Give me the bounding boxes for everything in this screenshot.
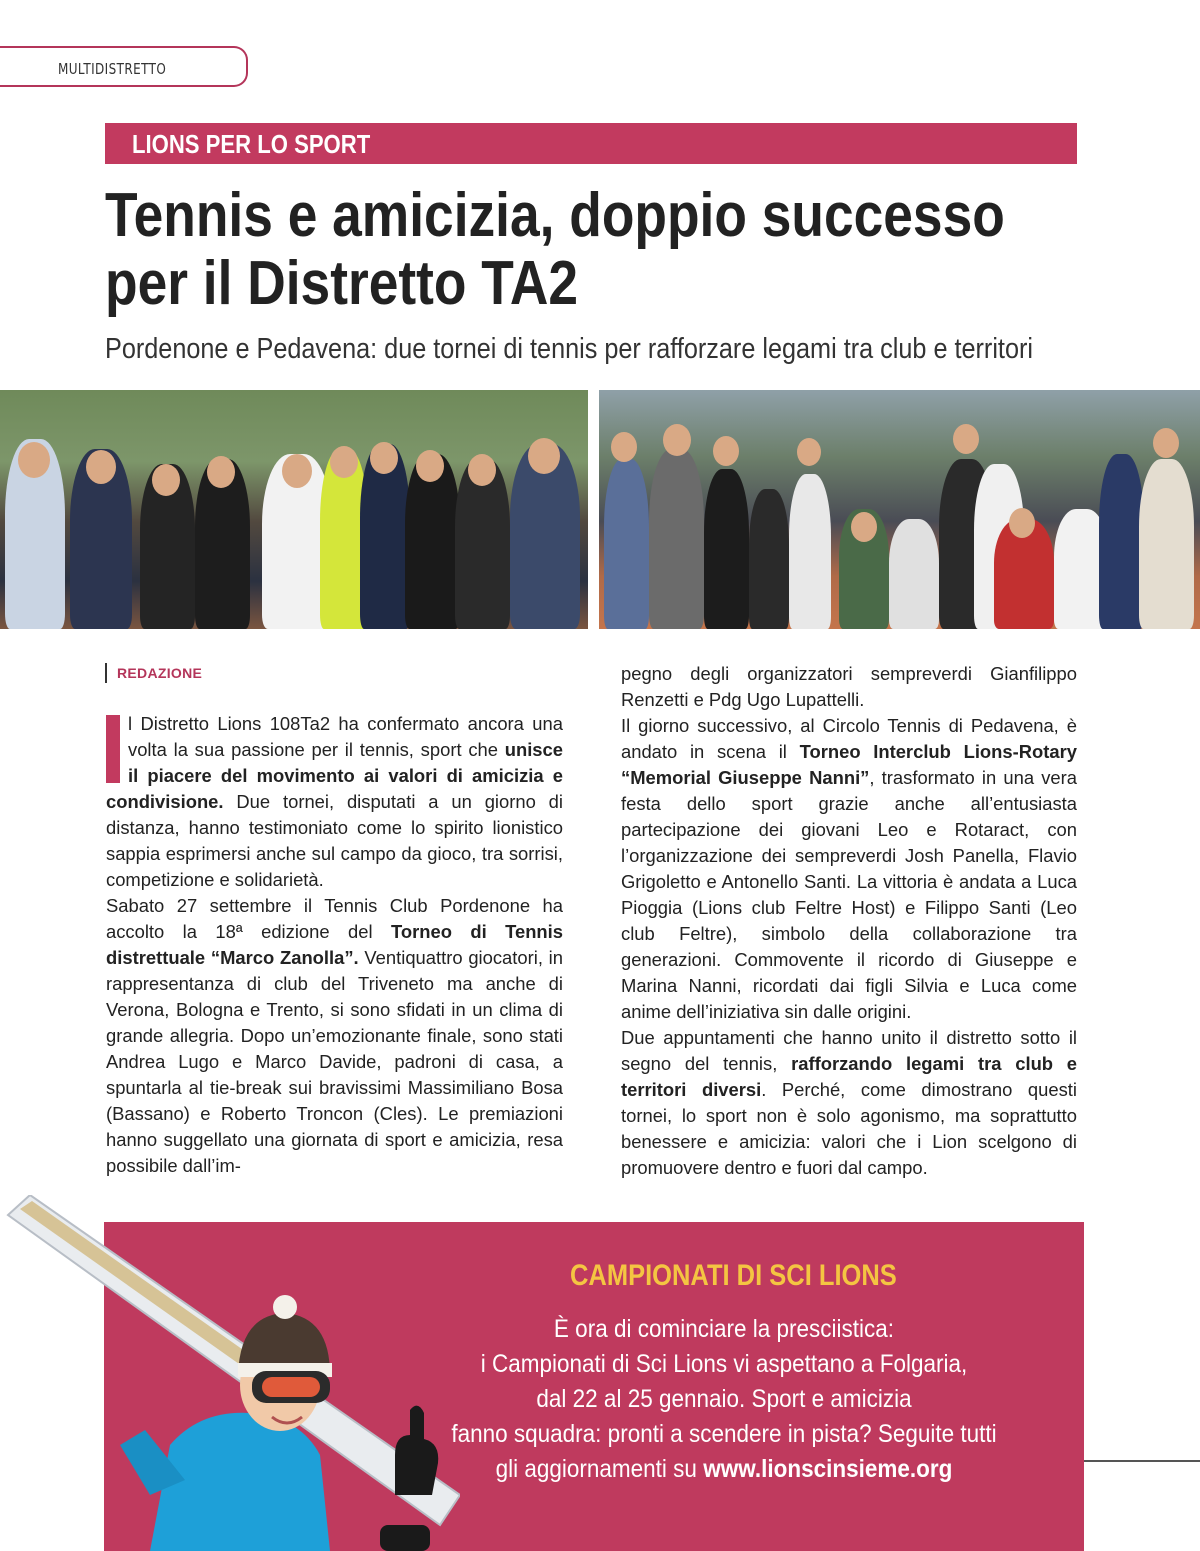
title-bold: Tennis e amicizia, [105,181,555,250]
banner-line-5 [436,1452,1012,1487]
skier-illustration [0,1195,460,1551]
col2-p3c: . Perché, come dimostrano questi tornei, lo sport non è solo agonismo, ma soprattutto benessere e amicizia: valori che i Lion scelgono di promuovere dentro e fuori dal campo. [621,1079,1077,1178]
banner-text [404,1312,1044,1487]
col2-p2b: Torneo Interclub Lions-Rotary “Memorial Giuseppe Nanni” [621,741,1078,788]
banner-title: CAMPIONATI DI SCI LIONS [570,1259,897,1292]
drop-cap [106,715,120,783]
banner-line-4: fanno squadra: pronti a scendere in pista? Seguite tutti [451,1420,997,1448]
byline-label: REDAZIONE [117,665,203,681]
col1-p2a: Sabato 27 settembre il Tennis Club Pordenone ha accolto la 18ª edizione del [106,895,563,942]
col1-p2b: Torneo di Tennis distrettuale “Marco Zanolla”. [106,921,563,968]
col2-p2a: Il giorno successivo, al Circolo Tennis di Pedavena, è andato in scena il [621,715,1077,762]
col2-p1: pegno degli organizzatori sempreverdi Gianfilippo Renzetti e Pdg Ugo Lupattelli. [621,663,1077,710]
banner-line-2: i Campionati di Sci Lions vi aspettano a Folgaria, [480,1350,968,1378]
col2-p2c: , trasformato in una vera festa dello sport grazie anche all’entusiasta partecipazione dei giovani Leo e Rotaract, con l’organizzazione dei sempreverdi Josh Panella, Flavio Grigoletto e Antonello Santi. La vittoria è andata a Luca Pioggia (Lions club Feltre Host) e Filippo Santi (Leo club Feltre), simbolo della collaborazione tra generazioni. Commovente il ricordo di Giuseppe e Marina Nanni, ricordati dai figli Silvia e Luca come anime dell’iniziativa sin dalle origini. [621,767,1078,1022]
section-tab [0,46,248,87]
banner-line-5a: gli aggiornamenti su [495,1455,704,1483]
category-bar [105,123,1077,164]
photo-pedavena-group [599,390,1200,629]
article-title [105,181,1005,318]
col1-p1b: unisce il piacere del movimento ai valori di amicizia e condivisione. [106,739,563,812]
article-column-left [106,711,563,1179]
col1-p1a: l Distretto Lions 108Ta2 ha confermato ancora una volta la sua passione per il tennis, sport che [128,713,563,760]
category-label: LIONS PER LO SPORT [132,129,371,159]
col2-p3a: Due appuntamenti che hanno unito il distretto sotto il segno del tennis, [621,1027,1077,1074]
article-column-right [621,661,1077,1181]
col1-p1c: Due tornei, disputati a un giorno di distanza, hanno testimoniato come lo spirito lionistico sappia esprimersi anche sul campo da gioco, tra sorrisi, competizione e solidarietà. [106,791,563,890]
col1-p2c: Ventiquattro giocatori, in rappresentanza di club del Triveneto ma anche di Verona, Bologna e Trento, si sono sfidati in un clima di grande allegria. Dopo un’emozionante finale, sono stati Andrea Lugo e Marco Davide, padroni di casa, a spuntarla al tie-break sui bravissimi Massimiliano Bosa (Bassano) e Roberto Troncon (Cles). Le premiazioni hanno suggellato una giornata di sport e amicizia, resa possibile dall’im- [106,947,563,1176]
col2-p3b: rafforzando legami tra club e territori diversi [621,1053,1078,1100]
photo-pordenone-group [0,390,588,629]
page-edge-rule [1084,1460,1200,1462]
banner-line-1: È ora di cominciare la presciistica: [553,1315,895,1343]
article-subtitle: Pordenone e Pedavena: due tornei di tennis per rafforzare legami tra club e territori [105,333,1033,365]
section-tab-label: MULTIDISTRETTO [58,60,167,78]
byline [105,663,202,683]
banner-line-3: dal 22 al 25 gennaio. Sport e amicizia [536,1385,912,1413]
title-rest: doppio successo [554,181,1005,250]
banner-url[interactable]: www.lionscinsieme.org [703,1455,953,1483]
title-line2: per il Distretto TA2 [105,249,579,318]
